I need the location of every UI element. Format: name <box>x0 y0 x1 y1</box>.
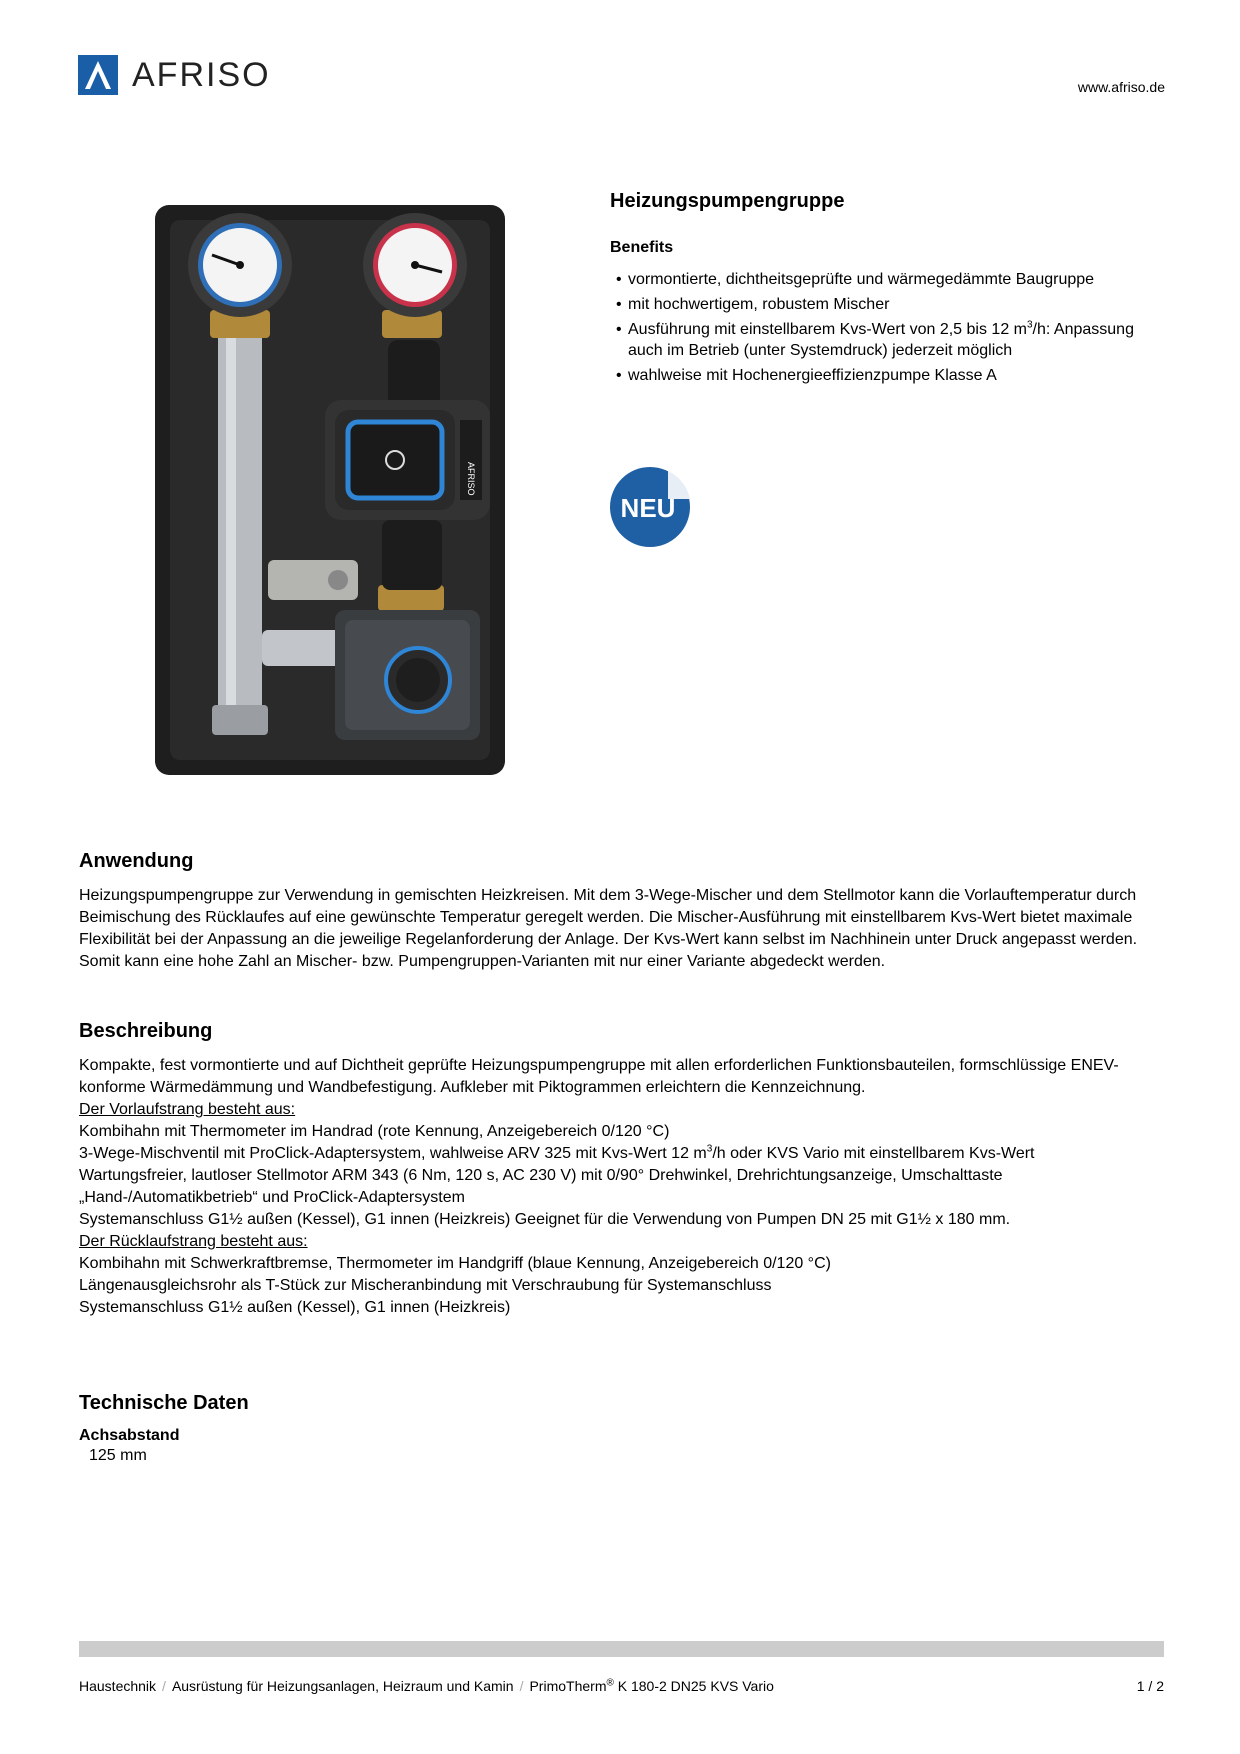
section-title: Beschreibung <box>79 1020 213 1042</box>
benefit-item: • vormontierte, dichtheitsgeprüfte und wärmegedämmte Baugruppe <box>610 269 1170 290</box>
section-text: Heizungspumpengruppe zur Verwendung in gemischten Heizkreisen. Mit dem 3-Wege-Mischer und dem Stellmotor kann die Vorlauftemperatur durch Beimischung des Rücklaufes auf eine gewünschte Temperatur geregelt werden. Die Mischer-Ausführung mit einstellbarem Kvs-Wert bietet maximale Flexibilität bei der Anpassung an die jeweilige Regelanforderung der Anlage. Der Kvs-Wert kann selbst im Nachhinein unter Druck angepasst werden. Somit kann eine hohe Zahl an Mischer- bzw. Pumpengruppen-Varianten mit nur einer Variante abgedeckt werden. <box>79 887 1138 970</box>
benefit-item: • mit hochwertigem, robustem Mischer <box>610 294 1170 315</box>
product-summary <box>610 190 1170 390</box>
vorlauf-heading: Der Vorlaufstrang besteht aus: <box>79 1101 296 1118</box>
ruecklauf-item: Kombihahn mit Schwerkraftbremse, Thermometer im Handgriff (blaue Kennung, Anzeigebereich 0/120 °C) <box>79 1255 831 1272</box>
svg-text:AFRISO: AFRISO <box>466 462 476 496</box>
vorlauf-item: 3-Wege-Mischventil mit ProClick-Adaptersystem, wahlweise ARV 325 mit Kvs-Wert 12 $m^3/h$ oder KVS Vario mit einstellbarem Kvs-Wert <box>79 1143 1035 1162</box>
brand-logo <box>78 55 271 95</box>
spec-value: 125 mm <box>89 1447 147 1464</box>
website-link[interactable]: www.afriso.de <box>1077 79 1165 95</box>
spec-label: Achsabstand <box>79 1427 180 1444</box>
product-image <box>150 200 510 780</box>
ruecklauf-item: Systemanschluss G1½ außen (Kessel), G1 innen (Heizkreis) <box>79 1299 511 1316</box>
section-title: Technische Daten <box>79 1392 249 1414</box>
afriso-logo-icon <box>78 55 118 95</box>
benefit-item: • Ausführung mit einstellbarem Kvs-Wert von 2,5 bis 12 $m^3/h$: Anpassung auch im Betrieb (unter Systemdruck) jederzeit möglich <box>610 319 1170 361</box>
ruecklauf-heading: Der Rücklaufstrang besteht aus: <box>79 1233 308 1250</box>
section-technische-daten <box>79 1392 1164 1465</box>
section-intro: Kompakte, fest vormontierte und auf Dichtheit geprüfte Heizungspumpengruppe mit allen erforderlichen Funktionsbauteilen, formschlüssige ENEV-konforme Wärmedämmung und Wandbefestigung. Aufkleber mit Piktogrammen erleichtern die Kennzeichnung. <box>79 1057 1119 1096</box>
footer <box>79 1678 1164 1694</box>
ruecklauf-item: Längenausgleichsrohr als T-Stück zur Mischeranbindung mit Verschraubung für Systemanschluss <box>79 1277 772 1294</box>
section-title: Anwendung <box>79 850 194 872</box>
vorlauf-item: Wartungsfreier, lautloser Stellmotor ARM 343 (6 Nm, 120 s, AC 230 V) mit 0/90° Drehwinkel, Drehrichtungsanzeige, Umschalttaste „Hand-/Automatikbetrieb“ und ProClick-Adaptersystem <box>79 1167 1003 1206</box>
new-badge-icon <box>608 465 692 549</box>
breadcrumb-separator: / <box>519 1678 524 1694</box>
breadcrumb-item[interactable]: Haustechnik <box>79 1678 157 1694</box>
page-number: 1 / 2 <box>1136 1678 1164 1694</box>
section-anwendung <box>79 850 1164 973</box>
section-beschreibung <box>79 1020 1164 1319</box>
svg-text:NEU: NEU <box>620 493 676 523</box>
breadcrumb-item[interactable]: PrimoTherm® K 180-2 DN25 KVS Vario <box>529 1677 774 1694</box>
breadcrumb-separator: / <box>162 1678 166 1694</box>
benefit-item: • wahlweise mit Hochenergieeffizienzpumpe Klasse A <box>610 365 1170 386</box>
vorlauf-item: Systemanschluss G1½ außen (Kessel), G1 innen (Heizkreis) Geeignet für die Verwendung von Pumpen DN 25 mit G1½ x 180 mm. <box>79 1211 1011 1228</box>
product-title: Heizungspumpengruppe <box>610 190 845 212</box>
footer-divider <box>79 1641 1164 1657</box>
brand-name: AFRISO <box>132 55 271 94</box>
benefits-list <box>610 269 1170 386</box>
vorlauf-item: Kombihahn mit Thermometer im Handrad (rote Kennung, Anzeigebereich 0/120 °C) <box>79 1123 670 1140</box>
benefits-heading: Benefits <box>610 239 674 256</box>
breadcrumb-item[interactable]: Ausrüstung für Heizungsanlagen, Heizraum und Kamin <box>171 1678 514 1694</box>
